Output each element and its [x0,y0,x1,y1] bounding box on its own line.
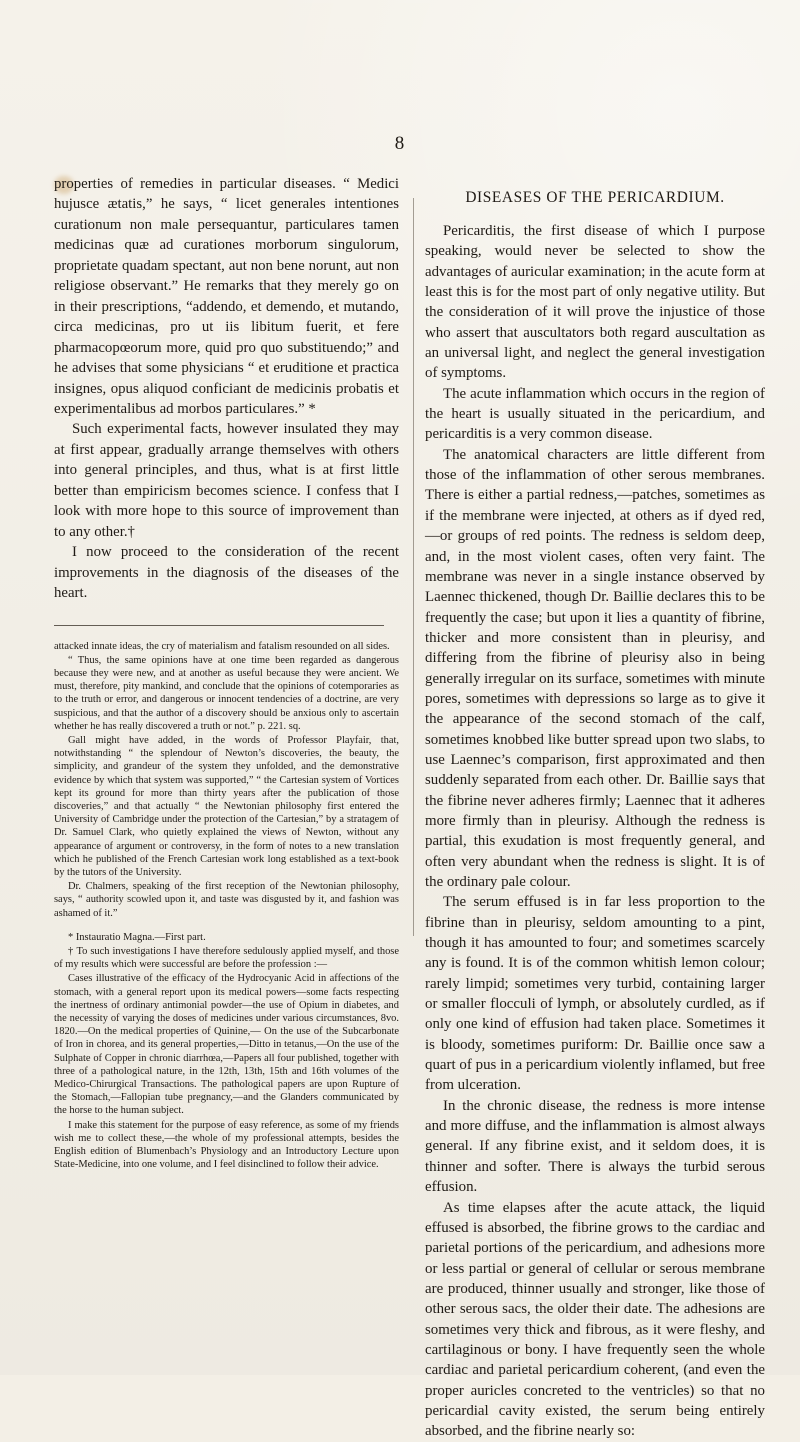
body-paragraph: The anatomical characters are little different from those of the inflammation of other serous membranes. There is either a partial redness,—patches, sometimes as if the membrane were injected, at others as if dyed red,—or groups of red points. The redness is seldom deep, and, in the most violent cases, often very faint. The membrane was never in a single instance observed by Laennec thickened, though Dr. Baillie declares this to be frequently the case; but upon it lies a quantity of fibrine, thicker and more consistent than in pleurisy, and differing from the fibrine of pleurisy also in being generally irregular on its surface, sometimes with minute pores, sometimes with depressions so large as to give it the appearance of the second stomach of the calf, sometimes knobbed like butter spread upon two slabs, to use Laennec’s comparison, first approximated and then suddenly separated from each other. Dr. Baillie says that the fibrine never adheres firmly; Laennec that it adheres more firmly than in pleurisy. Although the redness is partial, this exudation is most frequently general, and often very abundant when the redness is slight. It is of the ordinary pale colour. [425,446,765,890]
column-divider [413,198,414,936]
footnote-gap [54,921,399,931]
footnote-paragraph: Dr. Chalmers, speaking of the first reception of the Newtonian philosophy, says, “ authority scowled upon it, and taste was disgusted by it, and fashion was ashamed of it.” [54,881,399,919]
footnote-paragraph: I make this statement for the purpose of easy reference, as some of my friends wish me to collect these,—the whole of my professional attempts, besides the English edition of Blumenbach’s Physiology and an Introductory Lecture upon State-Medicine, into one volume, and I feel disinclined to follow their advice. [54,1119,399,1171]
footnote-paragraph: † To such investigations I have therefore sedulously applied myself, and those of my results which were successful are before the profession :— [54,945,399,971]
left-column [54,174,399,1172]
body-paragraph-3: I now proceed to the consideration of the recent improvements in the diagnosis of the diseases of the heart. [54,544,399,602]
body-paragraph-1: properties of remedies in particular diseases. “ Medici hujusce ætatis,” he says, “ licet generales intentiones curationum non male persequantur, particulares tamen medicinas quæ ad curationes morborum singulorum, proprietate quadam spectant, aut non bene norunt, aut non religiose observant.” He remarks that they merely go on in their prescriptions, “addendo, et demendo, et mutando, circa medicinas, pro ut iis libitum fuerit, et fere pharmacopœorum more, quid pro quo substituendo;” and he advises that some physicians “ et eruditione et practica insignes, opus aliquod conficiant de medicinis probatis et experimentalibus ad morbos particulares.” * [54,176,399,417]
body-paragraph: In the chronic disease, the redness is more intense and more diffuse, and the inflammation is almost always general. If any fibrine exist, and it seldom does, it is thinner and softer. There is always the turbid serous effusion. [425,1097,765,1196]
right-column [425,174,765,1442]
footnote-paragraph: Cases illustrative of the efficacy of the Hydrocyanic Acid in affections of the stomach, with a general report upon its medical powers—some facts respecting the inertness of ordinary antimonial powder—the use of Opium in diabetes, and the necessity of varying the doses of medicines under various circumstances, 8vo. 1820.—On the medical properties of Quinine,— On the use of the Subcarbonate of Iron in chorea, and its general properties,—Ditto in tetanus,—On the use of the Sulphate of Copper in chronic diarrhœa,—Papers all four published, together with three of a pathological nature, in the 12th, 13th, 15th and 16th volumes of the Medico-Chirurgical Transactions. The pathological papers are upon Rupture of the Stomach,—Fallopian tube pregnancy,—and the Glanders communicated by the horse to the human subject. [54,973,399,1117]
footnote-paragraph: * Instauratio Magna.—First part. [68,931,206,943]
footnote-paragraph: “ Thus, the same opinions have at one time been regarded as dangerous because they were new, and at another as useful because they were ancient. We must, therefore, pity mankind, and conclude that the opinions of cotemporaries as to the truth or error, and dangerous or innocent tendencies of a doctrine, are very suspicious, and that the author of a discovery should be anxious only to ascertain whether he has really discovered a truth or not.” p. 221. sq. [54,654,399,732]
footnote-paragraph: Gall might have added, in the words of Professor Playfair, that, notwithstanding “ the splendour of Newton’s discoveries, the beauty, the simplicity, and grandeur of the system they unfolded, and the demonstrative evidence by which that system was supported,” “ the Cartesian system of Vortices kept its ground for more than thirty years after the publication of those discoveries,” and that actually “ the Newtonian philosophy first entered the University of Cambridge under the protection of the Cartesian,” by a stratagem of Dr. Samuel Clark, who quietly explained the views of Newton, without any appearance of argument or controversy, in the form of notes to a new translation which he published of the French Cartesian work long established as a text-book by the tutors of the University. [54,734,399,878]
footnote-rule [54,625,384,626]
body-paragraph: As time elapses after the acute attack, the liquid effused is absorbed, the fibrine grows to the cardiac and parietal portions of the pericardium, and adhesions more or less partial or general of cellular or serous membrane are produced, thinner usually and stronger, like those of other serous sacs, the older their date. The adhesions are sometimes very thick and fibrous, as it were fleshy, and cartilaginous or bony. I have frequently seen the whole cardiac and parietal pericardium coherent, (and even the proper auricles concreted to the ventricles) so that no pericardial cavity existed, the serum being entirely absorbed, and the fibrine nearly so: [425,1199,765,1440]
body-paragraph: The acute inflammation which occurs in the region of the heart is usually situated in the pericardium, and pericarditis is a very common disease. [425,385,765,443]
page-number: 8 [394,133,406,154]
footnote-paragraph: attacked innate ideas, the cry of materialism and fatalism resounded on all sides. [54,640,390,652]
footnotes-bottom [54,931,399,1172]
body-paragraph: The serum effused is in far less proportion to the fibrine than in pleurisy, seldom amounting to a pint, though it has amounted to four; and sometimes scarcely any is found. It is of the common whitish lemon colour; rarely limpid; sometimes very turbid, containing larger or smaller flocculi of lymph, or absolutely curdled, as if only one kind of effusion had taken place. Sometimes it is bloody, sometimes puriform: Dr. Baillie once saw a quart of pus in a pericardium violently inflamed, but free from ulceration. [425,894,765,1094]
footnotes-top [54,640,399,920]
body-paragraph: Pericarditis, the first disease of which I purpose speaking, would never be selected to show the advantages of auricular examination; in the acute form at least this is for the most part of only negative utility. But the consideration of it will prove the injustice of those who assert that auscultators both regard auscultation as an universal light, and neglect the general investigation of symptoms. [425,223,765,382]
body-paragraph-2: Such experimental facts, however insulated they may at first appear, gradually arrange themselves with others into general principles, and thus, what is at first little better than empiricism becomes science. I confess that I look with more hope to this source of improvement than to any other.† [54,421,399,540]
section-heading: DISEASES OF THE PERICARDIUM. [465,189,725,206]
